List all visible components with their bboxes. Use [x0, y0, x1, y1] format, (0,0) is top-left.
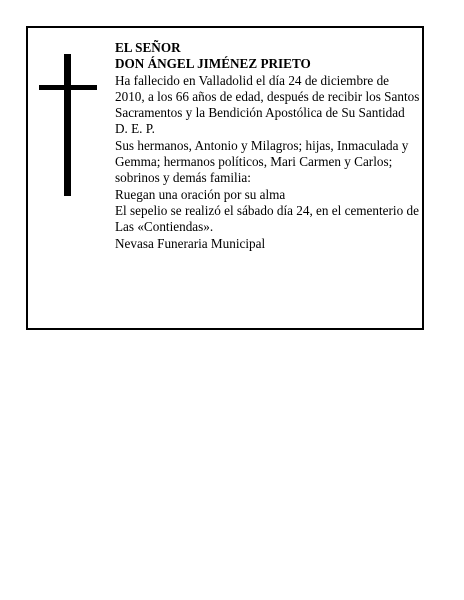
burial-details: El sepelio se realizó el sábado día 24, en el cementerio de Las «Contiendas».: [115, 202, 419, 235]
death-announcement: Ha fallecido en Valladolid el día 24 de diciembre de 2010, a los 66 años de edad, después de recibir los Santos Sacramentos y la Bendición Apostólica de Su Santidad: [115, 72, 420, 121]
obituary-notice: [26, 26, 424, 330]
prayer-request: Ruegan una oración por su alma: [115, 186, 286, 202]
deceased-name: DON ÁNGEL JIMÉNEZ PRIETO: [115, 56, 311, 72]
obituary-text: [115, 40, 420, 252]
cross-vertical-bar: [64, 54, 71, 196]
rip-abbreviation: D. E. P.: [115, 121, 155, 137]
cross-horizontal-bar: [39, 85, 97, 90]
cross-icon: [39, 54, 97, 196]
funeral-home: Nevasa Funeraria Municipal: [115, 235, 266, 251]
deceased-title: EL SEÑOR: [115, 40, 181, 55]
family-members: Sus hermanos, Antonio y Milagros; hijas, Inmaculada y Gemma; hermanos políticos, Mari Carmen y Carlos; sobrinos y demás familia:: [115, 137, 409, 186]
